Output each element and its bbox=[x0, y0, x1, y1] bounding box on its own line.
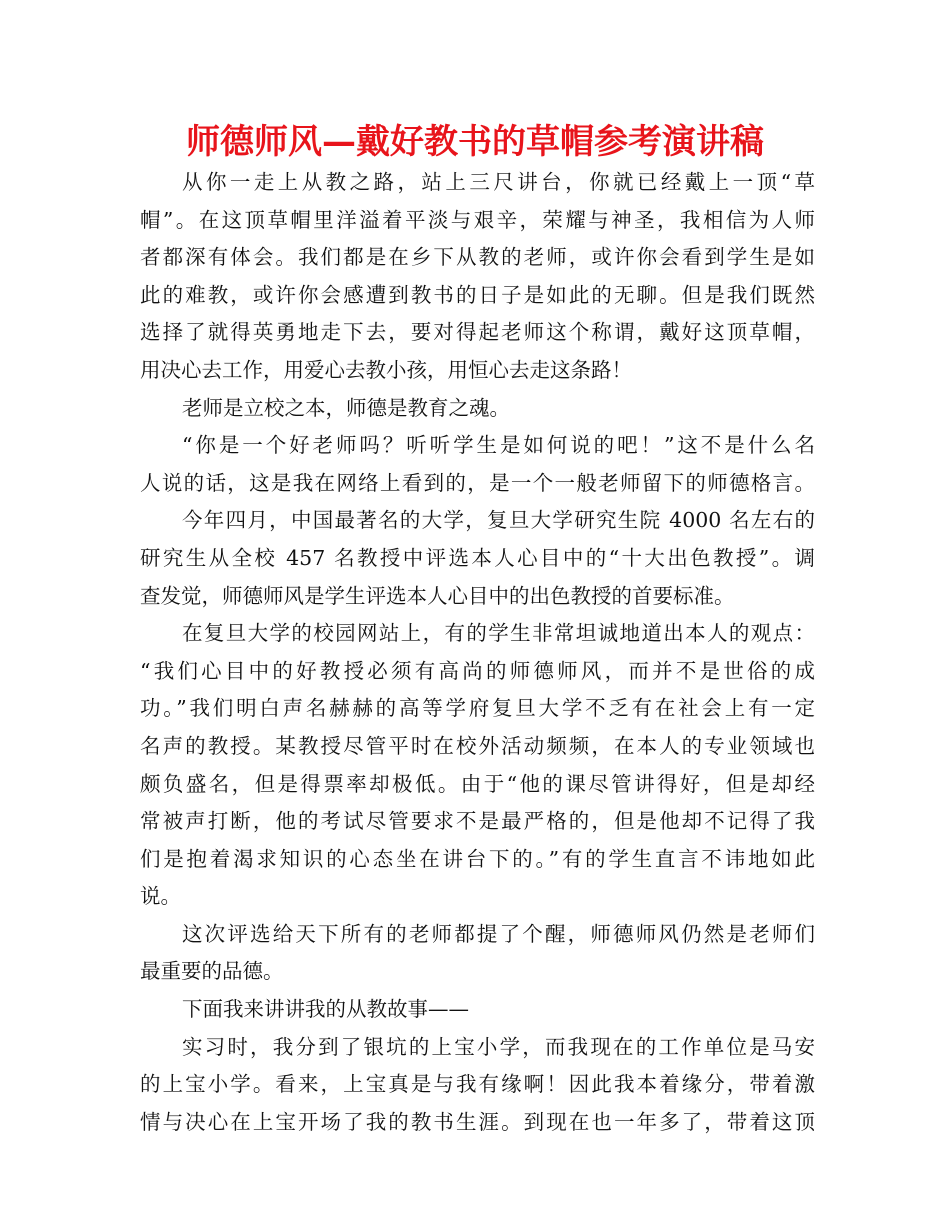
text-line: 今年四月，中国最著名的大学，复旦大学研究生院 4000 名左右的 bbox=[182, 508, 815, 533]
text-line: 情与决心在上宝开场了我的教书生涯。到现在也一年多了，带着这顶 bbox=[140, 1109, 815, 1134]
text-line: “你是一个好老师吗？听听学生是如何说的吧！”这不是什么名 bbox=[182, 433, 815, 458]
text-line: 者都深有体会。我们都是在乡下从教的老师，或许你会看到学生是如 bbox=[140, 245, 815, 270]
text-line: 颇负盛名，但是得票率却极低。由于“他的课尽管讲得好，但是却经 bbox=[140, 771, 815, 796]
text-line: 最重要的品德。 bbox=[140, 959, 284, 984]
text-line: 实习时，我分到了银坑的上宝小学，而我现在的工作单位是马安 bbox=[182, 1034, 815, 1059]
text-line: 的上宝小学。看来，上宝真是与我有缘啊！因此我本着缘分，带着激 bbox=[140, 1072, 815, 1097]
text-line: 研究生从全校 457 名教授中评选本人心目中的“十大出色教授”。调 bbox=[140, 545, 815, 570]
text-line: 老师是立校之本，师德是教育之魂。 bbox=[182, 395, 510, 420]
text-line: 人说的话，这是我在网络上看到的，是一个一般老师留下的师德格言。 bbox=[140, 470, 815, 495]
text-line: 用决心去工作，用爱心去教小孩，用恒心去走这条路！ bbox=[140, 357, 632, 382]
text-line: 常被声打断，他的考试尽管要求不是最严格的，但是他却不记得了我 bbox=[140, 809, 815, 834]
text-line: 从你一走上从教之路，站上三尺讲台，你就已经戴上一顶“草 bbox=[182, 170, 815, 194]
text-line: 功。”我们明白声名赫赫的高等学府复旦大学不乏有在社会上有一定 bbox=[140, 696, 815, 721]
text-line: 查发觉，师德师风是学生评选本人心目中的出色教授的首要标准。 bbox=[140, 583, 735, 608]
document-body bbox=[140, 164, 815, 1141]
text-line: 们是抱着渴求知识的心态坐在讲台下的。”有的学生直言不讳地如此 bbox=[140, 846, 815, 871]
text-line: 说。 bbox=[140, 884, 181, 909]
text-line: 此的难教，或许你会感遭到教书的日子是如此的无聊。但是我们既然 bbox=[140, 282, 815, 307]
text-line: 选择了就得英勇地走下去，要对得起老师这个称谓，戴好这顶草帽， bbox=[140, 320, 815, 345]
text-line: 这次评选给天下所有的老师都提了个醒，师德师风仍然是老师们 bbox=[182, 921, 815, 946]
document-title: 师德师风—戴好教书的草帽参考演讲稿 bbox=[186, 122, 764, 162]
text-line: 在复旦大学的校园网站上，有的学生非常坦诚地道出本人的观点： bbox=[182, 621, 815, 646]
text-line: 帽”。在这顶草帽里洋溢着平淡与艰辛，荣耀与神圣，我相信为人师 bbox=[140, 207, 815, 232]
text-line: “我们心目中的好教授必须有高尚的师德师风，而并不是世俗的成 bbox=[140, 658, 815, 683]
text-line: 名声的教授。某教授尽管平时在校外活动频频，在本人的专业领域也 bbox=[140, 733, 815, 758]
text-line: 下面我来讲讲我的从教故事—— bbox=[182, 997, 469, 1022]
